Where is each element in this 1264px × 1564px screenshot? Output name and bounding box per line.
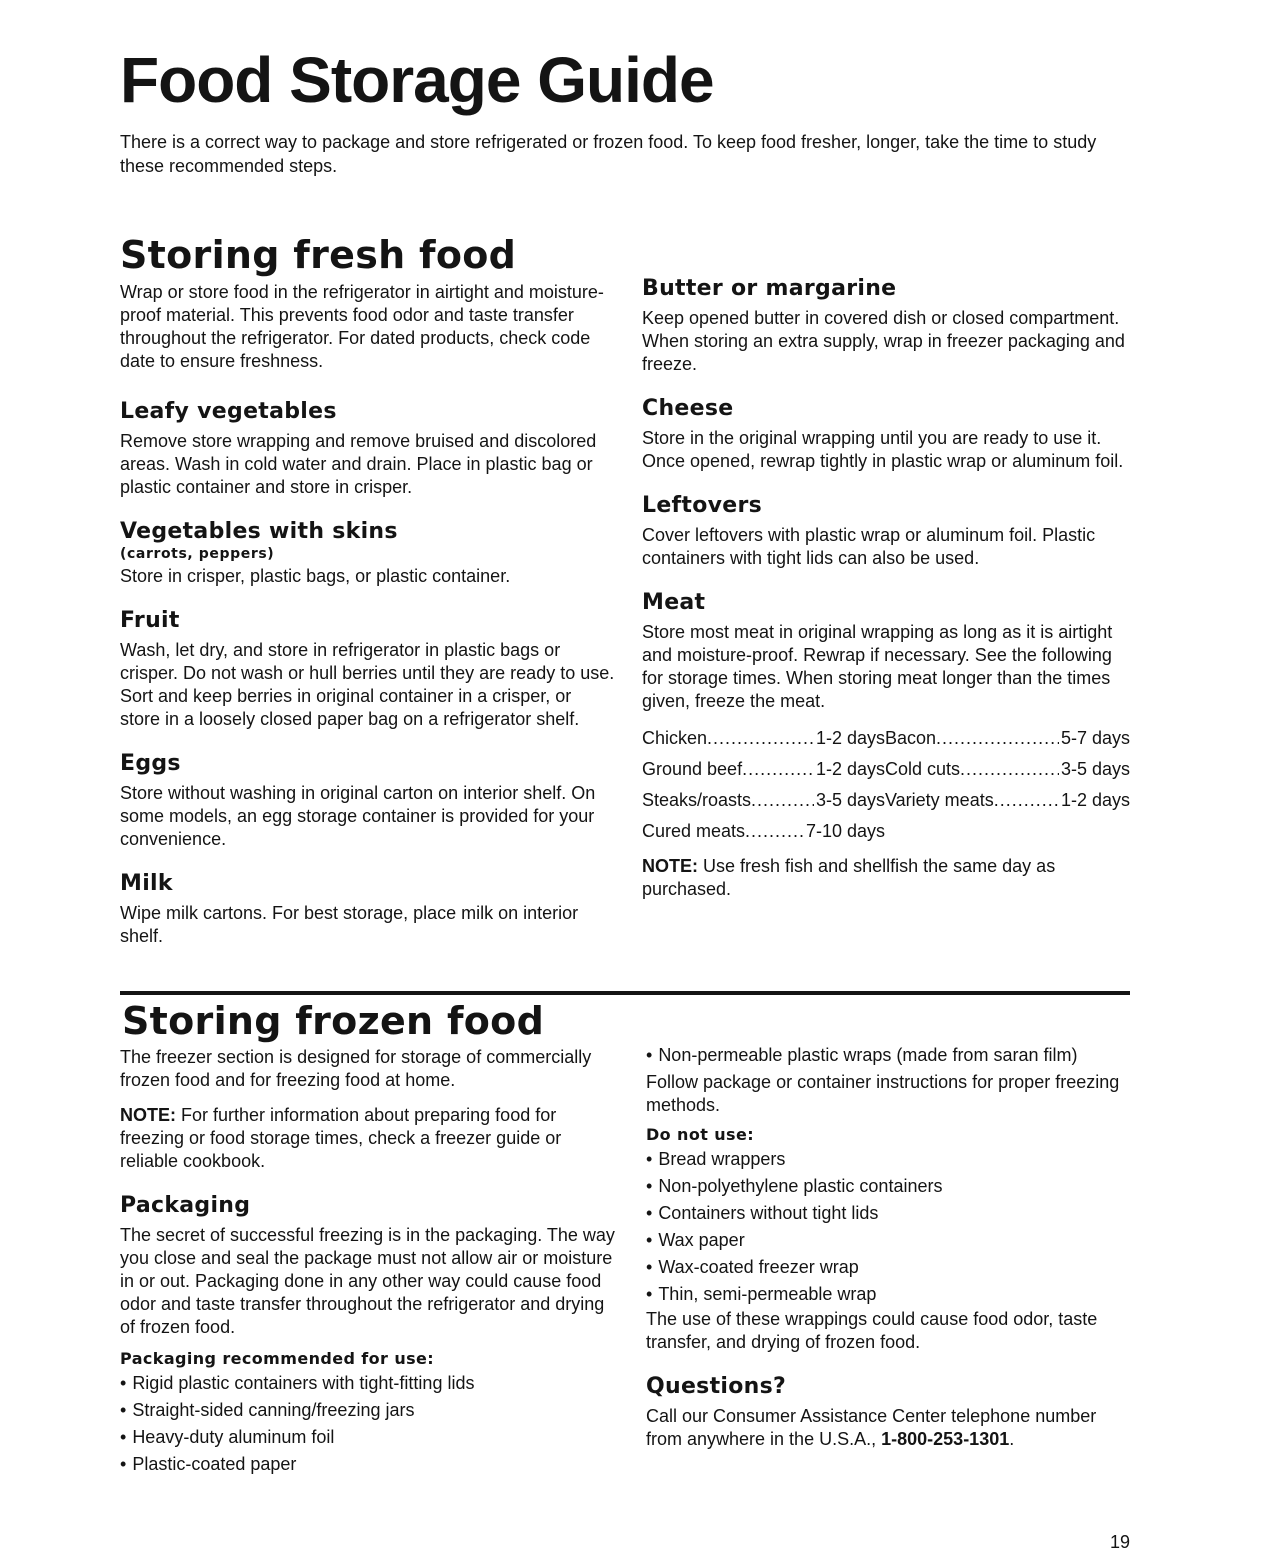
leader-dots: [745, 821, 804, 842]
butter-section: [642, 276, 1132, 376]
leftovers-text: Cover leftovers with plastic wrap or aluminum foil. Plastic containers with tight lids can also be used.: [642, 525, 1096, 568]
meat-table-cell: [885, 759, 1130, 780]
leader-dots: [742, 759, 814, 780]
leader-dots: [994, 790, 1059, 811]
leafy-text: Remove store wrapping and remove bruised and discolored areas. Wash in cold water and drain. Place in plastic bag or plastic container and store in crisper.: [120, 431, 597, 497]
meat-item-name: Variety meats: [885, 790, 994, 810]
frozen-note-label: NOTE:: [120, 1105, 176, 1125]
leader-dots: [751, 790, 814, 811]
meat-table-cell: [642, 790, 885, 811]
milk-text: Wipe milk cartons. For best storage, place milk on interior shelf.: [120, 903, 579, 946]
meat-storage-time: 1-2 days: [815, 759, 885, 779]
meat-storage-time: 1-2 days: [815, 728, 885, 748]
meat-section: [642, 590, 1132, 901]
meat-storage-time: 5-7 days: [1060, 728, 1130, 748]
eggs-text: Store without washing in original carton on interior shelf. On some models, an egg storage container is provided for your convenience.: [120, 783, 596, 849]
milk-section: [120, 871, 616, 948]
fresh-intro-block: [120, 281, 616, 373]
butter-heading: Butter or margarine: [642, 276, 897, 301]
leafy-heading: Leafy vegetables: [120, 399, 337, 424]
list-item: • Straight-sided canning/freezing jars: [120, 1397, 616, 1424]
list-item: • Wax-coated freezer wrap: [646, 1254, 1136, 1281]
leftovers-heading: Leftovers: [642, 493, 763, 518]
meat-table-cell: [642, 759, 885, 780]
intro-text: There is a correct way to package and store refrigerated or frozen food. To keep food fresher, longer, take the time to study these recommended steps.: [120, 132, 1097, 176]
questions-body: Call our Consumer Assistance Center telephone number from anywhere in the U.S.A.,: [646, 1406, 1097, 1449]
list-item: • Bread wrappers: [646, 1146, 1136, 1173]
list-item: • Containers without tight lids: [646, 1200, 1136, 1227]
list-item: • Plastic-coated paper: [120, 1451, 616, 1478]
donot-heading: Do not use:: [646, 1125, 755, 1144]
leader-dots: [936, 728, 1059, 749]
meat-table-cell: [885, 728, 1130, 749]
cheese-text: Store in the original wrapping until you are ready to use it. Once opened, rewrap tightly in plastic wrap or aluminum foil.: [642, 428, 1124, 471]
meat-note-text: Use fresh fish and shellfish the same day as purchased.: [642, 856, 1056, 899]
list-item: • Non-polyethylene plastic containers: [646, 1173, 1136, 1200]
leader-dots: [707, 728, 814, 749]
meat-item-name: Steaks/roasts: [642, 790, 752, 810]
section-divider: [120, 991, 1130, 995]
recommended-list-continued: [646, 1042, 1136, 1069]
frozen-note-text: For further information about preparing food for freezing or food storage times, check a freezer guide or reliable cookbook.: [120, 1105, 562, 1171]
meat-storage-time: 1-2 days: [1060, 790, 1130, 810]
meat-item-name: Bacon: [885, 728, 937, 748]
frozen-note: [120, 1104, 616, 1173]
fresh-left-column: [120, 281, 616, 968]
list-item: • Heavy-duty aluminum foil: [120, 1424, 616, 1451]
packaging-text: The secret of successful freezing is in the packaging. The way you close and seal the package must not allow air or moisture in or out. Packaging done in any other way could cause food odor and taste transfer throughout the refrigerator and drying of frozen food.: [120, 1225, 615, 1337]
meat-item-name: Cured meats: [642, 821, 746, 841]
skins-subtitle: (carrots, peppers): [120, 546, 275, 562]
fresh-food-heading: Storing fresh food: [120, 233, 517, 277]
follow-text: Follow package or container instructions for proper freezing methods.: [646, 1072, 1120, 1115]
meat-table-cell: [885, 790, 1130, 811]
butter-text: Keep opened butter in covered dish or closed compartment. When storing an extra supply, wrap in freezer packaging and freeze.: [642, 308, 1125, 374]
list-item: • Non-permeable plastic wraps (made from saran film): [646, 1042, 1136, 1069]
cheese-heading: Cheese: [642, 396, 734, 421]
meat-storage-table: [642, 723, 1132, 847]
meat-table-cell: [642, 821, 885, 842]
leader-dots: [960, 759, 1059, 780]
recommended-list: [120, 1370, 616, 1478]
meat-item-name: Ground beef: [642, 759, 743, 779]
questions-text: [646, 1405, 1136, 1451]
leftovers-section: [642, 493, 1132, 570]
meat-table-row: [642, 754, 1132, 785]
list-item: • Thin, semi-permeable wrap: [646, 1281, 1136, 1308]
leafy-section: [120, 399, 616, 499]
page-number: 19: [1110, 1532, 1131, 1552]
phone-number: 1-800-253-1301: [881, 1429, 1010, 1449]
donot-text: The use of these wrappings could cause food odor, taste transfer, and drying of frozen food.: [646, 1309, 1098, 1352]
eggs-heading: Eggs: [120, 751, 181, 776]
frozen-food-heading: Storing frozen food: [122, 999, 545, 1043]
frozen-intro-text: The freezer section is designed for storage of commercially frozen food and for freezing food at home.: [120, 1047, 592, 1090]
page-title: Food Storage Guide: [120, 44, 714, 116]
fresh-intro-text: Wrap or store food in the refrigerator in airtight and moisture-proof material. This prevents food odor and taste transfer throughout the refrigerator. For dated products, check code date to ensure freshness.: [120, 282, 604, 371]
fruit-heading: Fruit: [120, 608, 180, 633]
list-item: • Wax paper: [646, 1227, 1136, 1254]
eggs-section: [120, 751, 616, 851]
cheese-section: [642, 396, 1132, 473]
skins-heading: Vegetables with skins: [120, 519, 398, 544]
questions-period: .: [1009, 1429, 1015, 1449]
skins-section: [120, 519, 616, 588]
questions-heading: Questions?: [646, 1374, 787, 1399]
recommended-heading: Packaging recommended for use:: [120, 1349, 435, 1368]
packaging-heading: Packaging: [120, 1193, 251, 1218]
meat-item-name: Chicken: [642, 728, 708, 748]
meat-text: Store most meat in original wrapping as long as it is airtight and moisture-proof. Rewrap if necessary. See the following for storage times. When storing meat longer than the times given, freeze the meat.: [642, 622, 1113, 711]
meat-note-label: NOTE:: [642, 856, 698, 876]
milk-heading: Milk: [120, 871, 173, 896]
frozen-right-column: [646, 1042, 1136, 1451]
meat-table-row: [642, 785, 1132, 816]
meat-storage-time: 3-5 days: [815, 790, 885, 810]
fruit-section: [120, 608, 616, 731]
meat-storage-time: 3-5 days: [1060, 759, 1130, 779]
meat-table-row: [642, 723, 1132, 754]
meat-item-name: Cold cuts: [885, 759, 961, 779]
list-item: • Rigid plastic containers with tight-fitting lids: [120, 1370, 616, 1397]
meat-note: [642, 855, 1132, 901]
fruit-text: Wash, let dry, and store in refrigerator in plastic bags or crisper. Do not wash or hull berries until they are ready to use. Sort and keep berries in original container in a crisper, or store in a loosely closed paper bag on a refrigerator shelf.: [120, 640, 615, 729]
frozen-left-column: [120, 1046, 616, 1478]
meat-heading: Meat: [642, 590, 706, 615]
skins-text: Store in crisper, plastic bags, or plastic container.: [120, 566, 511, 586]
meat-table-row: [642, 816, 1132, 847]
donot-list: [646, 1146, 1136, 1308]
fresh-right-column: [642, 276, 1132, 921]
meat-table-cell: [642, 728, 885, 749]
meat-storage-time: 7-10 days: [805, 821, 885, 841]
